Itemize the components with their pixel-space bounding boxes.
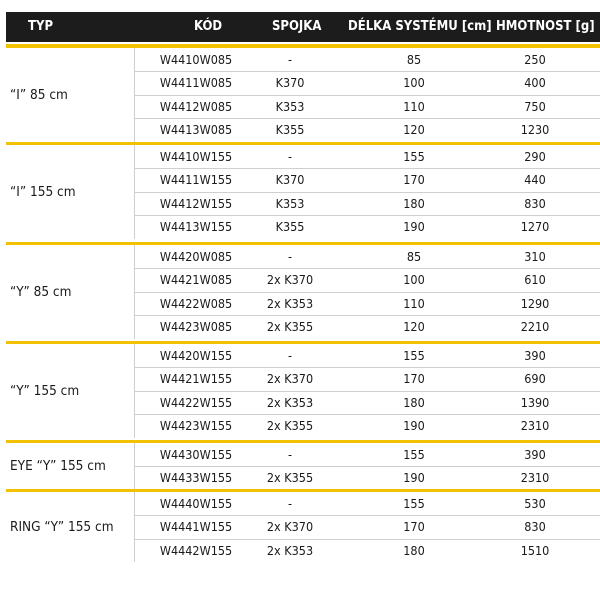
cell-code: W4433W155 [159,470,233,486]
cell-length: 120 [403,121,425,137]
cell-length: 85 [406,51,422,67]
cell-length: 155 [403,148,425,164]
cell-length: 155 [403,347,425,363]
row-divider [134,292,600,293]
cell-weight: 610 [524,272,546,288]
cell-length: 85 [406,248,422,264]
cell-weight: 390 [524,446,546,462]
cell-length: 100 [403,75,425,91]
group-separator [6,142,600,145]
row-divider [134,391,600,392]
cell-coupling: 2x K353 [266,394,314,410]
cell-code: W4420W155 [159,347,233,363]
cell-length: 100 [403,272,425,288]
cell-code: W4413W085 [159,121,233,137]
cell-code: W4422W155 [159,394,233,410]
cell-code: W4421W085 [159,272,233,288]
cell-code: W4420W085 [159,248,233,264]
cell-length: 155 [403,446,425,462]
cell-length: 170 [403,519,425,535]
cell-weight: 530 [524,495,546,511]
group-separator [6,440,600,443]
cell-code: W4440W155 [159,495,233,511]
row-divider [134,192,600,193]
cell-weight: 830 [524,519,546,535]
cell-coupling: K353 [275,195,305,211]
cell-coupling: - [287,148,293,164]
row-divider [134,539,600,540]
cell-code: W4442W155 [159,542,233,558]
group-separator [6,44,600,48]
group-separator [6,341,600,344]
cell-coupling: K353 [275,98,305,114]
row-divider [134,95,600,96]
cell-code: W4423W155 [159,417,233,433]
cell-weight: 1510 [520,542,550,558]
group-type-label: “I” 155 cm [10,183,76,200]
cell-weight: 250 [524,51,546,67]
cell-length: 110 [403,295,425,311]
group-type-label: “Y” 85 cm [10,283,72,300]
cell-coupling: K370 [275,75,305,91]
cell-coupling: 2x K370 [266,371,314,387]
cell-weight: 1290 [520,295,550,311]
row-divider [134,367,600,368]
cell-coupling: - [287,446,293,462]
cell-weight: 390 [524,347,546,363]
table-header [6,12,600,42]
cell-code: W4410W085 [159,51,233,67]
cell-coupling: K370 [275,172,305,188]
group-type-label: “I” 85 cm [10,86,68,103]
cell-weight: 1390 [520,394,550,410]
cell-coupling: 2x K353 [266,295,314,311]
cell-weight: 400 [524,75,546,91]
cell-weight: 2310 [520,417,550,433]
cell-code: W4423W085 [159,318,233,334]
cell-code: W4413W155 [159,218,233,234]
cell-code: W4421W155 [159,371,233,387]
cell-length: 110 [403,98,425,114]
cell-weight: 690 [524,371,546,387]
row-divider [134,268,600,269]
cell-weight: 310 [524,248,546,264]
row-divider [134,315,600,316]
cell-weight: 1230 [520,121,550,137]
cell-code: W4410W155 [159,148,233,164]
cell-length: 155 [403,495,425,511]
cell-code: W4430W155 [159,446,233,462]
cell-coupling: 2x K355 [266,318,314,334]
row-divider [134,168,600,169]
cell-coupling: 2x K353 [266,542,314,558]
group-separator [6,489,600,492]
cell-code: W4412W085 [159,98,233,114]
cell-weight: 2310 [520,470,550,486]
cell-coupling: 2x K370 [266,519,314,535]
cell-coupling: 2x K355 [266,470,314,486]
header-delka: DÉLKA SYSTÉMU [cm] [348,19,492,34]
row-divider [134,466,600,467]
cell-coupling: K355 [275,121,305,137]
cell-length: 190 [403,417,425,433]
cell-coupling: - [287,347,293,363]
row-divider [134,71,600,72]
cell-length: 170 [403,172,425,188]
cell-coupling: - [287,51,293,67]
row-divider [134,215,600,216]
cell-code: W4411W085 [159,75,233,91]
cell-length: 190 [403,218,425,234]
cell-coupling: 2x K370 [266,272,314,288]
cell-code: W4412W155 [159,195,233,211]
cell-coupling: 2x K355 [266,417,314,433]
cell-code: W4422W085 [159,295,233,311]
cell-length: 190 [403,470,425,486]
cell-length: 180 [403,394,425,410]
row-divider [134,118,600,119]
group-type-label: EYE “Y” 155 cm [10,458,106,475]
row-divider [134,414,600,415]
group-separator [6,242,600,245]
cell-coupling: K355 [275,218,305,234]
cell-code: W4441W155 [159,519,233,535]
cell-code: W4411W155 [159,172,233,188]
group-type-label: RING “Y” 155 cm [10,519,114,536]
cell-coupling: - [287,495,293,511]
cell-weight: 290 [524,148,546,164]
cell-weight: 1270 [520,218,550,234]
cell-weight: 830 [524,195,546,211]
header-kod: KÓD [194,19,223,34]
cell-length: 180 [403,542,425,558]
cell-length: 120 [403,318,425,334]
cell-weight: 440 [524,172,546,188]
column-divider [134,492,135,562]
group-type-label: “Y” 155 cm [10,382,80,399]
header-spojka: SPOJKA [272,19,322,34]
cell-coupling: - [287,248,293,264]
cell-length: 170 [403,371,425,387]
cell-weight: 750 [524,98,546,114]
cell-weight: 2210 [520,318,550,334]
row-divider [134,515,600,516]
header-typ: TYP [28,19,54,34]
cell-length: 180 [403,195,425,211]
header-hmotnost: HMOTNOST [g] [496,19,595,34]
